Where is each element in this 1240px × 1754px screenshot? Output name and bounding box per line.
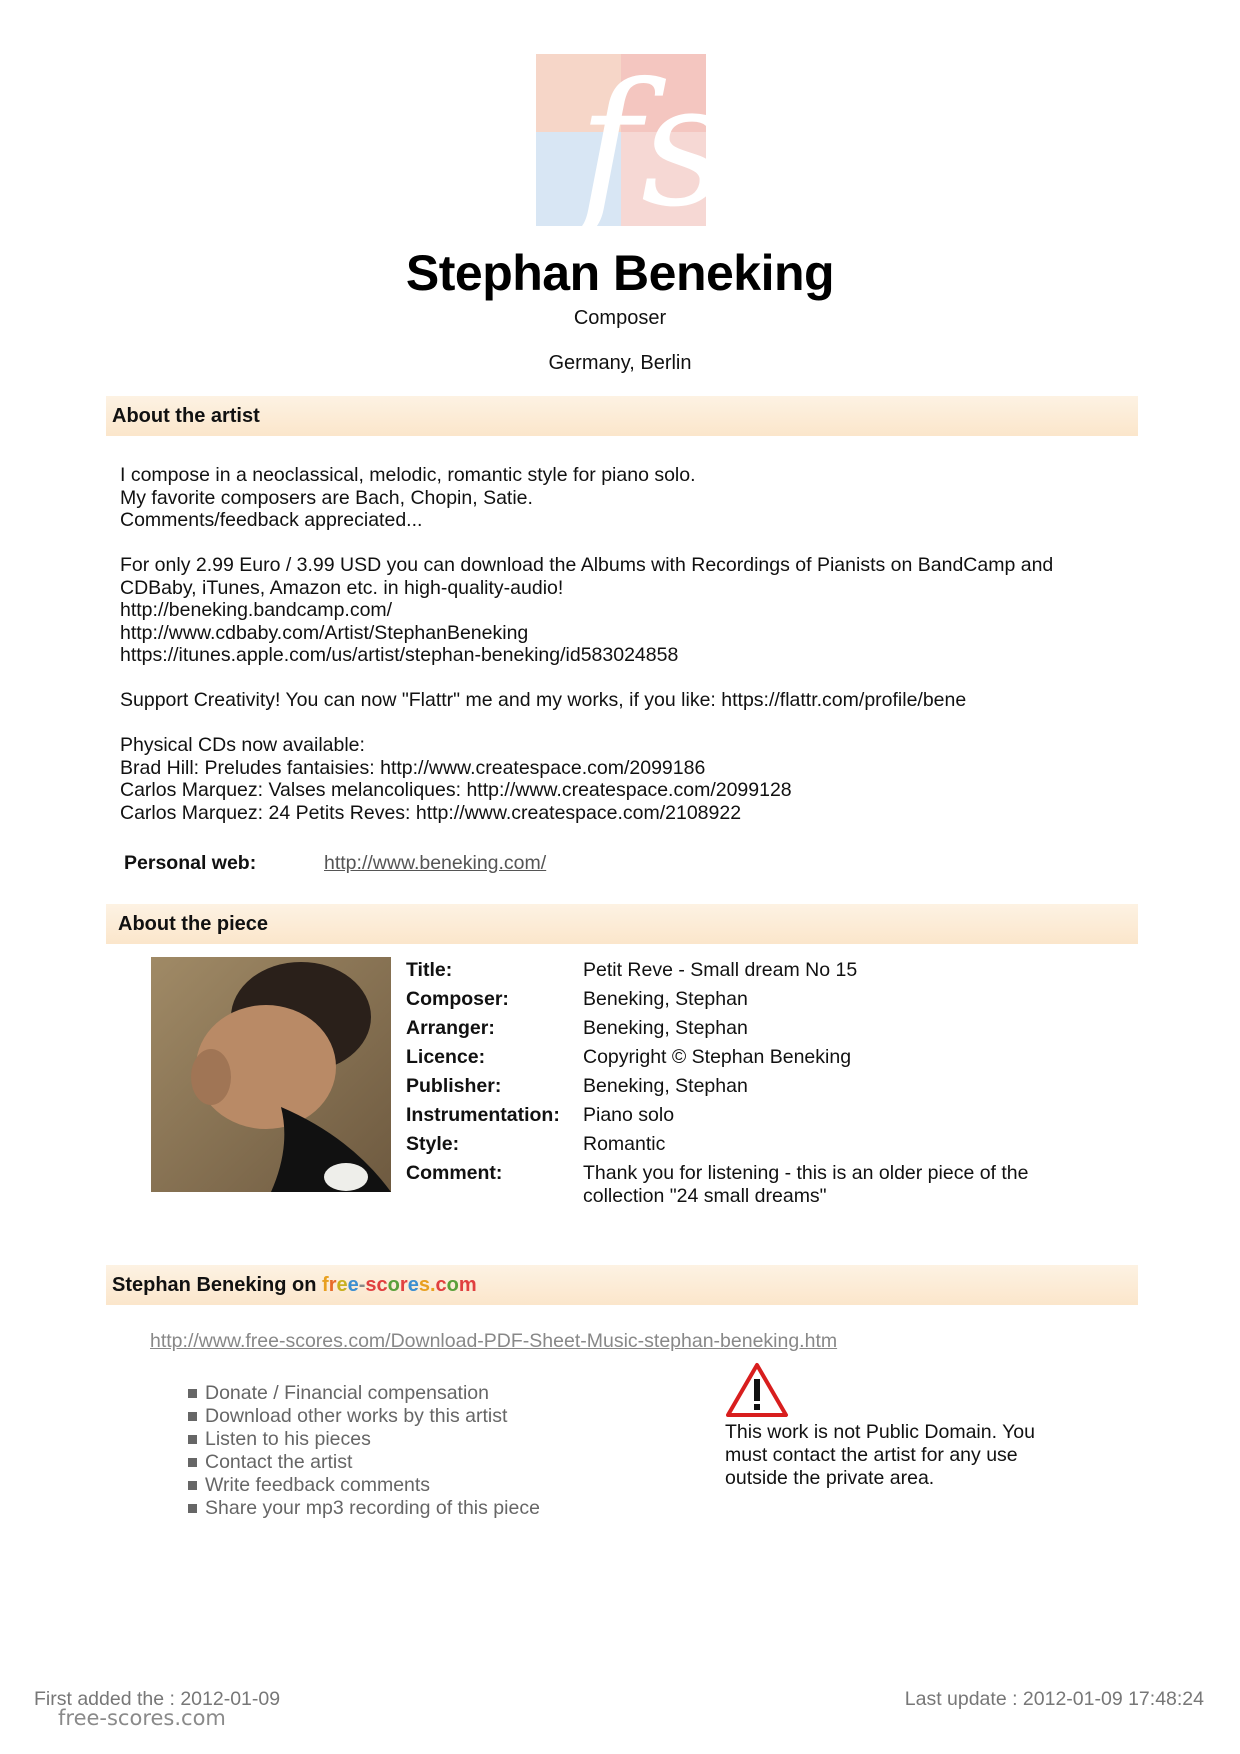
bio-line: Brad Hill: Preludes fantaisies: http://www.createspace.com/2099186: [120, 756, 706, 779]
artist-role: Composer: [573, 307, 667, 329]
bio-line: [120, 667, 1130, 690]
piece-info-row: [406, 1043, 1083, 1072]
piece-info-row: [406, 1130, 1083, 1159]
piece-info-value: Copyright © Stephan Beneking: [583, 1046, 852, 1068]
bio-line: For only 2.99 Euro / 3.99 USD you can download the Albums with Recordings of Pianists on BandCamp and: [120, 554, 1054, 576]
action-link[interactable]: [188, 1428, 540, 1451]
section-on-freescores-prefix: Stephan Beneking on: [112, 1274, 323, 1296]
logo-letters: fs: [578, 47, 729, 245]
action-label: Download other works by this artist: [205, 1405, 508, 1427]
action-label: Share your mp3 recording of this piece: [205, 1497, 540, 1519]
piece-info-row: [406, 985, 1083, 1014]
bio-line: [120, 532, 1130, 555]
freescores-artist-link[interactable]: http://www.free-scores.com/Download-PDF-Sheet-Music-stephan-beneking.htm: [150, 1330, 838, 1352]
artist-actions-list: [188, 1382, 540, 1520]
bio-line: http://beneking.bandcamp.com/: [120, 599, 393, 621]
last-update-date: Last update : 2012-01-09 17:48:24: [904, 1688, 1204, 1710]
bullet-icon: [188, 1435, 197, 1444]
piece-info-row: [406, 1072, 1083, 1101]
piece-info-value: Romantic: [583, 1133, 666, 1155]
bullet-icon: [188, 1504, 197, 1513]
action-link[interactable]: [188, 1405, 540, 1428]
logo-graphic: [536, 47, 729, 245]
artist-photo: [151, 957, 391, 1192]
action-link[interactable]: [188, 1497, 540, 1520]
bullet-icon: [188, 1481, 197, 1490]
piece-info-label: Composer:: [406, 988, 509, 1010]
copyright-warning: This work is not Public Domain. You must contact the artist for any use outside the private area.: [725, 1421, 1035, 1489]
bio-line: Carlos Marquez: Valses melancoliques: http://www.createspace.com/2099128: [120, 779, 792, 801]
bio-line: My favorite composers are Bach, Chopin, Satie.: [120, 486, 533, 509]
footer-brand: free-scores.com: [58, 1706, 226, 1730]
action-link[interactable]: [188, 1451, 540, 1474]
piece-info-value: Piano solo: [583, 1104, 675, 1126]
piece-info-label: Style:: [406, 1133, 460, 1155]
section-about-piece: About the piece: [106, 904, 1138, 944]
action-label: Contact the artist: [205, 1451, 353, 1473]
piece-info-label: Comment:: [406, 1162, 503, 1184]
bio-line: Support Creativity! You can now "Flattr" me and my works, if you like: https://flattr.com/profile/bene: [120, 689, 967, 711]
bullet-icon: [188, 1389, 197, 1398]
artist-name: Stephan Beneking: [405, 245, 835, 301]
action-link[interactable]: [188, 1382, 540, 1405]
piece-info-label: Arranger:: [406, 1017, 495, 1039]
piece-info-value: Beneking, Stephan: [583, 988, 748, 1010]
piece-info-value: Beneking, Stephan: [583, 1075, 748, 1097]
action-label: Write feedback comments: [205, 1474, 431, 1496]
piece-info-label: Licence:: [406, 1046, 486, 1068]
piece-info-row: [406, 1101, 1083, 1130]
bio-line: [120, 712, 1130, 735]
free-scores-logo: [536, 47, 729, 245]
section-on-freescores: [106, 1265, 1138, 1305]
bio-line: CDBaby, iTunes, Amazon etc. in high-quality-audio!: [120, 576, 564, 599]
bio-line: http://www.cdbaby.com/Artist/StephanBeneking: [120, 621, 529, 644]
bio-line: https://itunes.apple.com/us/artist/stephan-beneking/id583024858: [120, 644, 679, 666]
piece-info-value: Petit Reve - Small dream No 15: [583, 959, 858, 981]
action-label: Listen to his pieces: [205, 1428, 371, 1450]
personal-web-label: Personal web:: [124, 852, 257, 874]
bullet-icon: [188, 1458, 197, 1467]
artist-location: Germany, Berlin: [548, 352, 692, 374]
bio-line: I compose in a neoclassical, melodic, romantic style for piano solo.: [120, 464, 696, 486]
bio-line: Carlos Marquez: 24 Petits Reves: http://www.createspace.com/2108922: [120, 801, 742, 824]
freescores-brand: free-scores.com: [322, 1274, 477, 1296]
bio-line: Comments/feedback appreciated...: [120, 509, 423, 531]
first-added-date: First added the : 2012-01-09: [34, 1688, 281, 1710]
personal-web-link[interactable]: http://www.beneking.com/: [324, 852, 547, 874]
piece-info-value: Beneking, Stephan: [583, 1017, 748, 1039]
piece-info-table: [406, 956, 1083, 1208]
section-about-artist: About the artist: [106, 396, 1138, 436]
piece-info-label: Title:: [406, 959, 453, 981]
artist-bio: [120, 464, 1130, 824]
bio-line: Physical CDs now available:: [120, 734, 365, 756]
action-link[interactable]: [188, 1474, 540, 1497]
bullet-icon: [188, 1412, 197, 1421]
piece-info-row: [406, 1014, 1083, 1043]
action-label: Donate / Financial compensation: [205, 1382, 489, 1404]
piece-info-value: Thank you for listening - this is an older piece of the collection "24 small dreams": [583, 1162, 1029, 1207]
piece-info-row: [406, 1159, 1083, 1208]
warning-icon: [725, 1362, 789, 1418]
piece-info-row: [406, 956, 1083, 985]
piece-info-label: Instrumentation:: [406, 1104, 560, 1126]
piece-info-label: Publisher:: [406, 1075, 502, 1097]
